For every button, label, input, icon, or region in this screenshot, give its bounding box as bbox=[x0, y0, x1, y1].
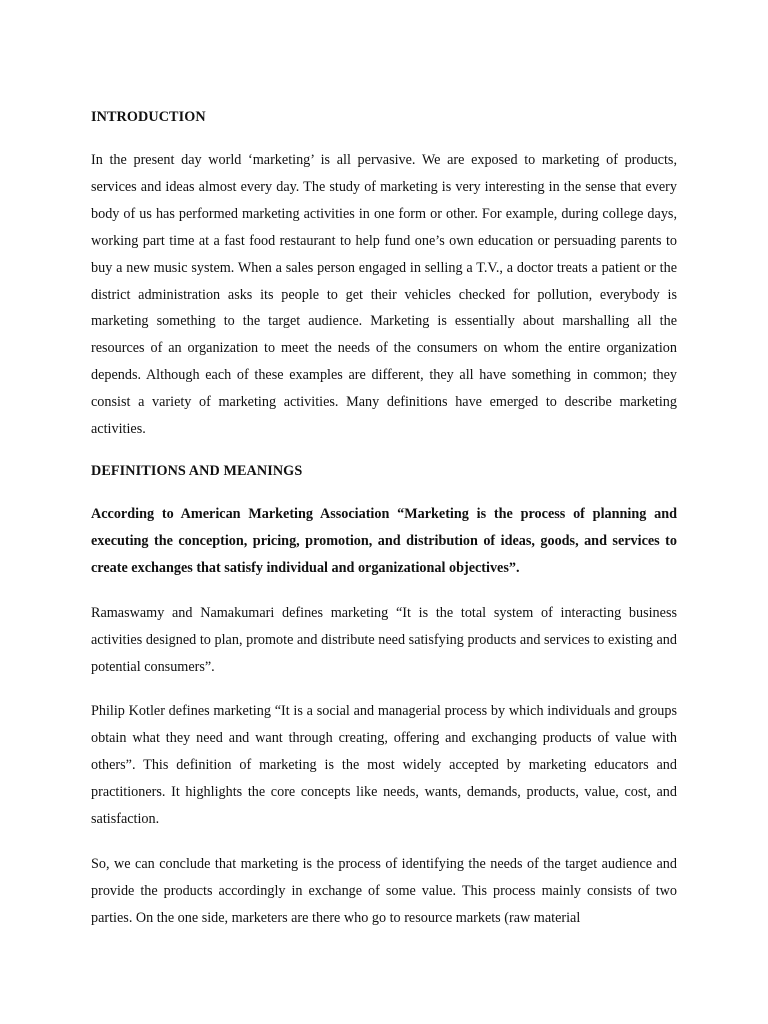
kotler-definition-paragraph: Philip Kotler defines marketing “It is a social and managerial process by which individuals and groups obtain what they need and want through creating, offering and exchanging products of value with others”. This definition of marketing is the most widely accepted by marketing educators and practitioners. It highlights the core concepts like needs, wants, demands, products, value, cost, and satisfaction. bbox=[91, 703, 677, 828]
conclusion-paragraph: So, we can conclude that marketing is the process of identifying the needs of the target audience and provide the products accordingly in exchange of some value. This process mainly consists of two parties. On the one side, marketers are there who go to resource markets (raw material bbox=[91, 855, 677, 926]
definitions-heading: DEFINITIONS AND MEANINGS bbox=[91, 462, 303, 479]
document-body bbox=[91, 106, 677, 932]
ama-definition-paragraph: According to American Marketing Association “Marketing is the process of planning and executing the conception, pricing, promotion, and distribution of ideas, goods, and services to create exchanges that satisfy individual and organizational objectives”. bbox=[91, 505, 677, 576]
ramaswamy-definition-paragraph: Ramaswamy and Namakumari defines marketing “It is the total system of interacting business activities designed to plan, promote and distribute need satisfying products and services to existing and potential consumers”. bbox=[91, 604, 677, 675]
introduction-paragraph: In the present day world ‘marketing’ is all pervasive. We are exposed to marketing of products, services and ideas almost every day. The study of marketing is very interesting in the sense that every body of us has performed marketing activities in one form or other. For example, during college days, working part time at a fast food restaurant to help fund one’s own education or persuading parents to buy a new music system. When a sales person engaged in selling a T.V., a doctor treats a patient or the district administration asks its people to get their vehicles checked for pollution, everybody is marketing something to the target audience. Marketing is essentially about marshalling all the resources of an organization to meet the needs of the consumers on whom the entire organization depends. Although each of these examples are different, they all have something in common; they consist a variety of marketing activities. Many definitions have emerged to describe marketing activities. bbox=[91, 152, 677, 438]
introduction-heading: INTRODUCTION bbox=[91, 109, 206, 125]
